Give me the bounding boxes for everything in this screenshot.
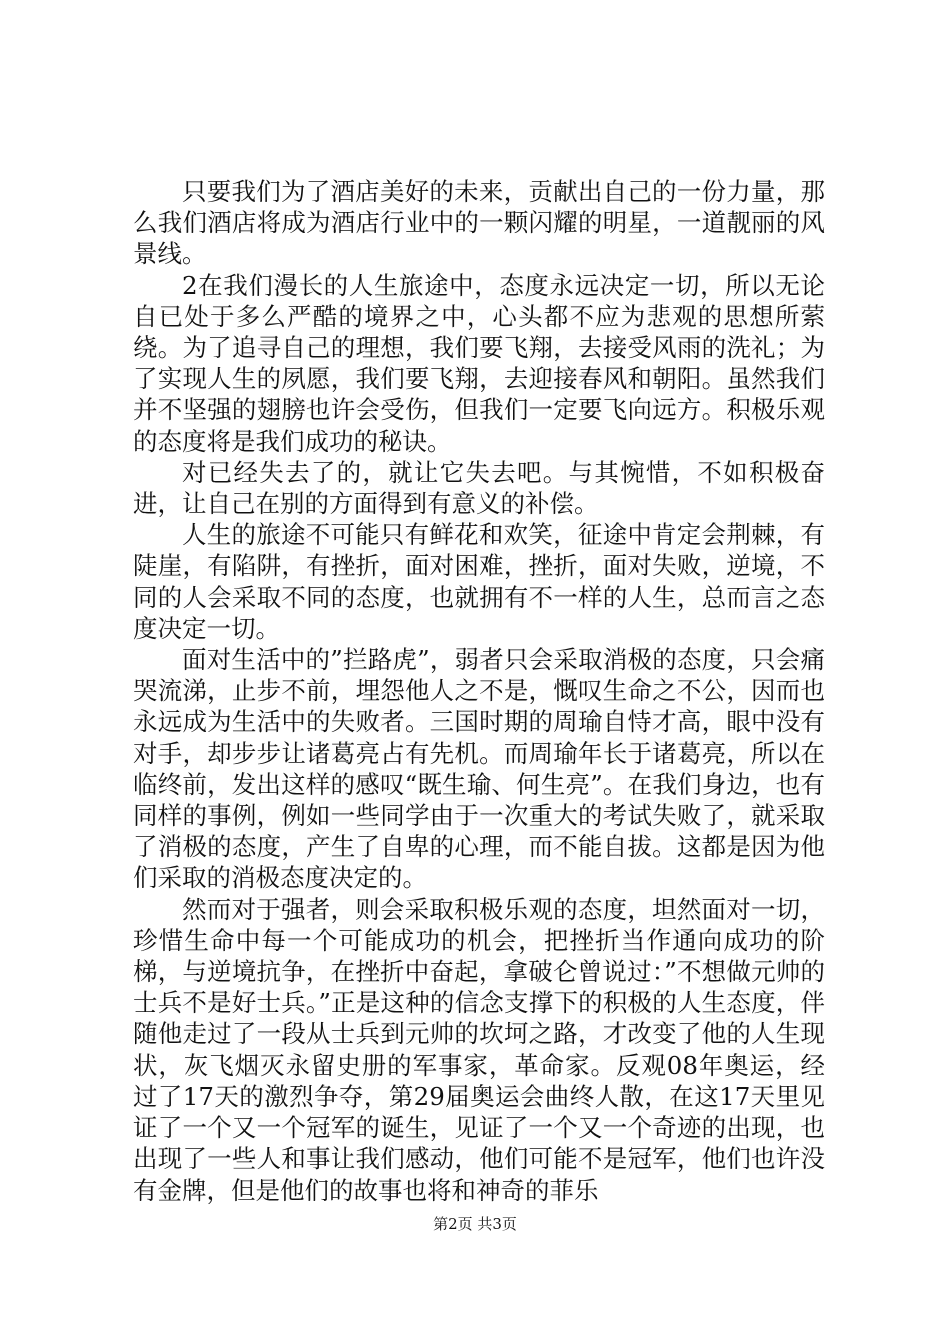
- page-number-label: 第2页 共3页: [433, 1215, 517, 1233]
- paragraph-3: 对已经失去了的，就让它失去吧。与其惋惜，不如积极奋进，让自己在别的方面得到有意义的补偿。: [133, 457, 825, 519]
- paragraph-6: 然而对于强者，则会采取积极乐观的态度，坦然面对一切，珍惜生命中每一个可能成功的机会，把挫折当作通向成功的阶梯，与逆境抗争，在挫折中奋起，拿破仑曾说过：”不想做元帅的士兵不是好士兵。”正是这种的信念支撑下的积极的人生态度，伴随他走过了一段从士兵到元帅的坎坷之路，才改变了他的人生现状，灰飞烟灭永留史册的军事家，革命家。反观08年奥运，经过了17天的激烈争夺，第29届奥运会曲终人散，在这17天里见证了一个又一个冠军的诞生，见证了一个又一个奇迹的出现，也出现了一些人和事让我们感动，他们可能不是冠军，他们也许没有金牌，但是他们的故事也将和神奇的菲乐: [133, 894, 825, 1205]
- paragraph-4: 人生的旅途不可能只有鲜花和欢笑，征途中肯定会荆棘，有陡崖，有陷阱，有挫折，面对困难，挫折，面对失败，逆境，不同的人会采取不同的态度，也就拥有不一样的人生，总而言之态度决定一切。: [133, 520, 825, 643]
- paragraph-2: 2在我们漫长的人生旅途中，态度永远决定一切，所以无论自已处于多么严酷的境界之中，心头都不应为悲观的思想所萦绕。为了追寻自己的理想，我们要飞翔，去接受风雨的洗礼；为了实现人生的夙愿，我们要飞翔，去迎接春风和朝阳。虽然我们并不坚强的翅膀也许会受伤，但我们一定要飞向远方。积极乐观的态度将是我们成功的秘诀。: [133, 270, 825, 456]
- body-text: [133, 176, 825, 1206]
- paragraph-5: 面对生活中的”拦路虎”，弱者只会采取消极的态度，只会痛哭流涕，止步不前，埋怨他人之不是，慨叹生命之不公，因而也永远成为生活中的失败者。三国时期的周瑜自恃才高，眼中没有对手，却步步让诸葛亮占有先机。而周瑜年长于诸葛亮，所以在临终前，发出这样的感叹“既生瑜、何生亮”。在我们身边，也有同样的事例，例如一些同学由于一次重大的考试失败了，就采取了消极的态度，产生了自卑的心理，而不能自拔。这都是因为他们采取的消极态度决定的。: [133, 645, 825, 893]
- page-footer: [0, 1214, 950, 1234]
- paragraph-1: 只要我们为了酒店美好的未来，贡献出自己的一份力量，那么我们酒店将成为酒店行业中的一颗闪耀的明星，一道靓丽的风景线。: [133, 177, 825, 269]
